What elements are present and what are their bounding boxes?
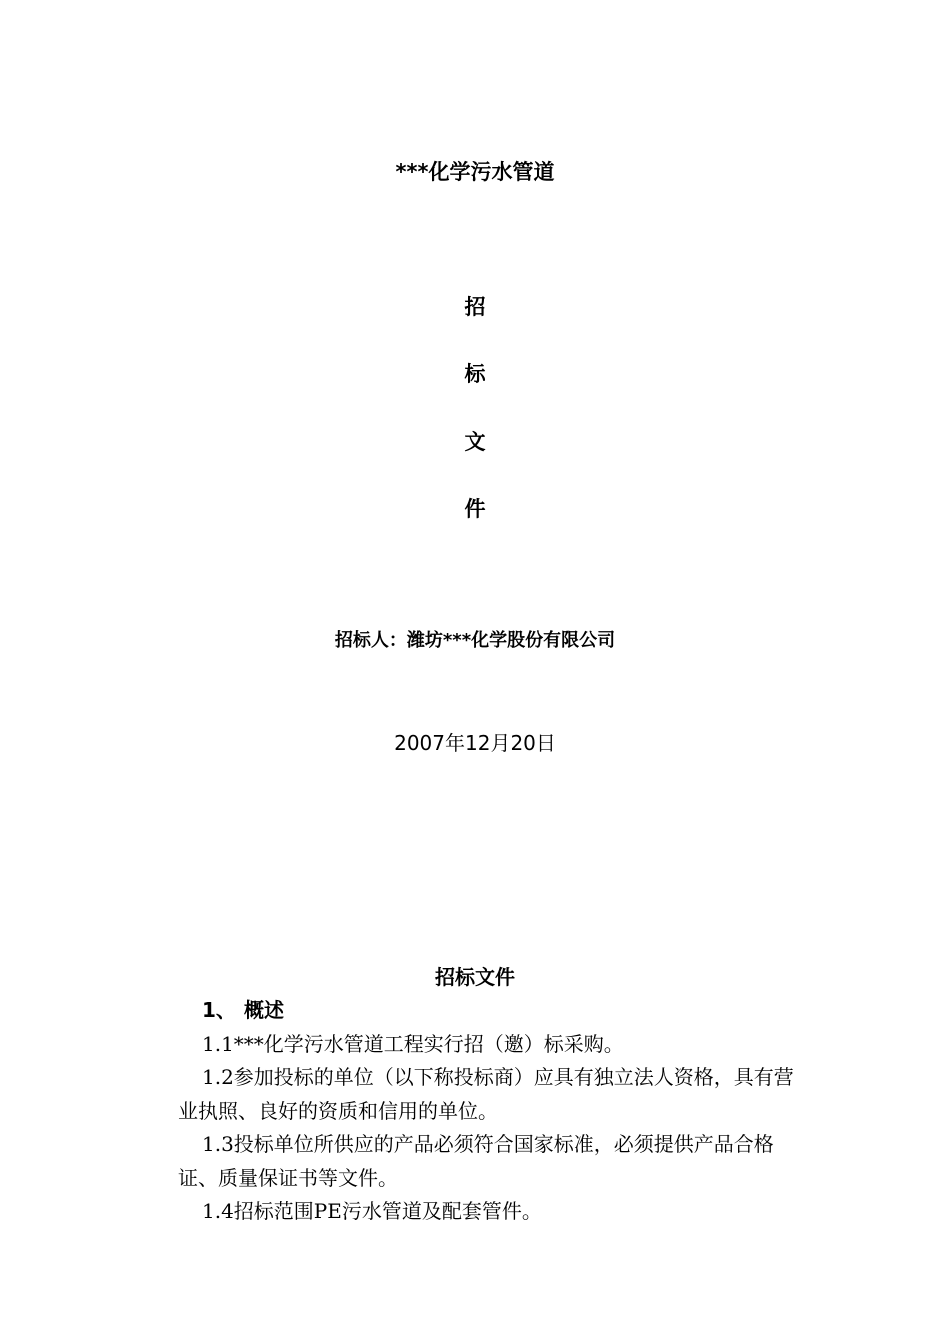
vertical-title-char-1: 招	[464, 295, 486, 319]
vertical-title-char-3: 文	[464, 430, 486, 454]
tenderer-line: 招标人：潍坊***化学股份有限公司	[334, 630, 616, 651]
vertical-title-char-4: 件	[464, 497, 486, 521]
section-heading-text: 概述	[244, 998, 284, 1022]
paragraph-1-4: 1.4招标范围PE污水管道及配套管件。	[202, 1199, 542, 1223]
body-title: 招标文件	[435, 965, 515, 989]
paragraph-1-2: 1.2参加投标的单位（以下称投标商）应具有独立法人资格，具有营业执照、良好的资质和信用的单位。	[178, 1065, 794, 1123]
paragraph-1-3: 1.3投标单位所供应的产品必须符合国家标准，必须提供产品合格证、质量保证书等文件。	[178, 1132, 774, 1190]
project-title: ***化学污水管道	[395, 160, 555, 184]
paragraph-1-1: 1.1***化学污水管道工程实行招（邀）标采购。	[202, 1031, 624, 1056]
document-body	[178, 994, 808, 1229]
section-number: 1、	[202, 998, 236, 1022]
vertical-title-char-2: 标	[464, 362, 486, 386]
section-heading	[178, 994, 808, 1028]
document-date: 2007年12月20日	[394, 731, 556, 755]
